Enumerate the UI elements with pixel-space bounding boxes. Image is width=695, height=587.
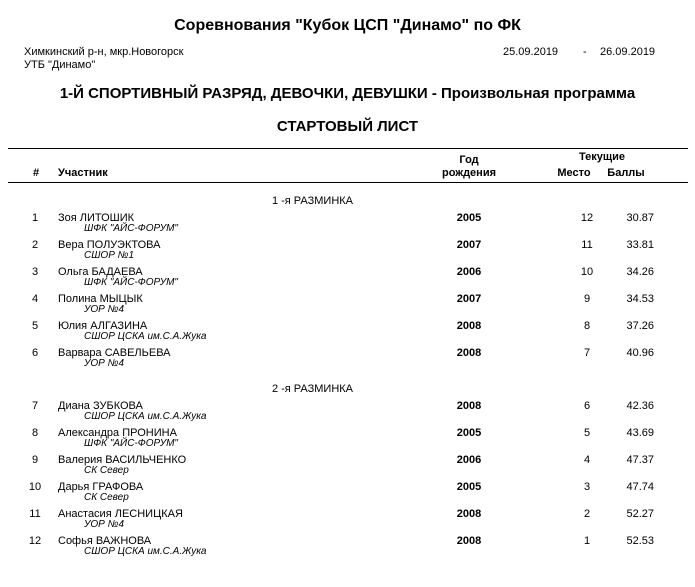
skater-name: Александра ПРОНИНА: [58, 427, 177, 439]
current-place: 10: [580, 266, 594, 278]
skater-name: Варвара САВЕЛЬЕВА: [58, 347, 171, 359]
table-top-rule: [8, 148, 688, 149]
start-number: 10: [28, 481, 42, 493]
skater-name: Вера ПОЛУЭКТОВА: [58, 239, 161, 251]
start-number: 6: [31, 347, 39, 359]
start-number: 3: [31, 266, 39, 278]
current-points: 40.96: [626, 347, 654, 359]
skater-club: СШОР №1: [84, 250, 135, 261]
col-points-header: Баллы: [607, 167, 645, 179]
skater-name: Диана ЗУБКОВА: [58, 400, 143, 412]
skater-club: ШФК "АЙС-ФОРУМ": [84, 438, 178, 449]
current-points: 42.36: [626, 400, 654, 412]
birth-year: 2006: [456, 266, 482, 278]
current-points: 30.87: [626, 212, 654, 224]
birth-year: 2005: [456, 427, 482, 439]
skater-club: СК Север: [84, 492, 129, 503]
birth-year: 2008: [456, 347, 482, 359]
birth-year: 2008: [456, 400, 482, 412]
skater-name: Полина МЫЦЫК: [58, 293, 143, 305]
current-place: 5: [583, 427, 591, 439]
current-place: 3: [583, 481, 591, 493]
skater-name: Софья ВАЖНОВА: [58, 535, 152, 547]
current-place: 6: [583, 400, 591, 412]
table-header-rule: [8, 182, 688, 183]
birth-year: 2007: [456, 293, 482, 305]
current-points: 52.27: [626, 508, 654, 520]
skater-name: Юлия АЛГАЗИНА: [58, 320, 148, 332]
current-place: 7: [583, 347, 591, 359]
start-number: 5: [31, 320, 39, 332]
current-place: 9: [583, 293, 591, 305]
col-num-header: #: [33, 167, 40, 179]
start-number: 7: [31, 400, 39, 412]
start-number: 1: [31, 212, 39, 224]
skater-club: УОР №4: [84, 358, 125, 369]
birth-year: 2005: [456, 212, 482, 224]
current-points: 34.53: [626, 293, 654, 305]
current-points: 34.26: [626, 266, 654, 278]
date-separator: -: [583, 46, 587, 58]
start-number: 2: [31, 239, 39, 251]
skater-name: Дарья ГРАФОВА: [58, 481, 144, 493]
current-place: 8: [583, 320, 591, 332]
current-points: 47.74: [626, 481, 654, 493]
date-from: 25.09.2019: [503, 46, 559, 58]
current-points: 37.26: [626, 320, 654, 332]
skater-club: ШФК "АЙС-ФОРУМ": [84, 277, 178, 288]
skater-name: Ольга БАДАЕВА: [58, 266, 143, 278]
col-current-header: Текущие: [578, 151, 626, 163]
current-points: 52.53: [626, 535, 654, 547]
warmup-group-label: 1 -я РАЗМИНКА: [271, 195, 354, 207]
col-place-header: Место: [557, 167, 591, 179]
date-to: 26.09.2019: [600, 46, 656, 58]
skater-club: УОР №4: [84, 519, 125, 530]
current-place: 4: [583, 454, 591, 466]
start-number: 9: [31, 454, 39, 466]
birth-year: 2008: [456, 320, 482, 332]
skater-club: УОР №4: [84, 304, 125, 315]
birth-year: 2008: [456, 508, 482, 520]
current-points: 43.69: [626, 427, 654, 439]
skater-club: СШОР ЦСКА им.С.А.Жука: [84, 331, 207, 342]
skater-club: ШФК "АЙС-ФОРУМ": [84, 223, 178, 234]
current-place: 11: [581, 239, 593, 251]
start-number: 12: [28, 535, 42, 547]
birth-year: 2007: [456, 239, 482, 251]
start-number: 4: [31, 293, 39, 305]
venue-line-2: УТБ "Динамо": [24, 59, 96, 71]
category-title: 1-Й СПОРТИВНЫЙ РАЗРЯД, ДЕВОЧКИ, ДЕВУШКИ - Произвольная программа: [59, 85, 636, 102]
current-points: 33.81: [626, 239, 654, 251]
birth-year: 2005: [456, 481, 482, 493]
skater-club: СШОР ЦСКА им.С.А.Жука: [84, 411, 207, 422]
start-number: 8: [31, 427, 39, 439]
start-list-title: СТАРТОВЫЙ ЛИСТ: [276, 118, 419, 135]
col-birth-year-header-1: Год: [459, 154, 479, 166]
current-points: 47.37: [626, 454, 654, 466]
start-number: 11: [29, 508, 41, 520]
competition-title: Соревнования "Кубок ЦСП "Динамо" по ФК: [174, 17, 521, 34]
current-place: 1: [583, 535, 591, 547]
skater-club: СШОР ЦСКА им.С.А.Жука: [84, 546, 207, 557]
current-place: 12: [580, 212, 594, 224]
col-birth-year-header-2: рождения: [441, 167, 497, 179]
current-place: 2: [583, 508, 591, 520]
birth-year: 2008: [456, 535, 482, 547]
warmup-group-label: 2 -я РАЗМИНКА: [271, 383, 354, 395]
skater-name: Зоя ЛИТОШИК: [58, 212, 135, 224]
col-participant-header: Участник: [58, 167, 108, 179]
skater-name: Анастасия ЛЕСНИЦКАЯ: [58, 508, 183, 520]
skater-name: Валерия ВАСИЛЬЧЕНКО: [58, 454, 187, 466]
venue-line-1: Химкинский р-н, мкр.Новогорск: [24, 46, 184, 58]
skater-club: СК Север: [84, 465, 129, 476]
birth-year: 2006: [456, 454, 482, 466]
